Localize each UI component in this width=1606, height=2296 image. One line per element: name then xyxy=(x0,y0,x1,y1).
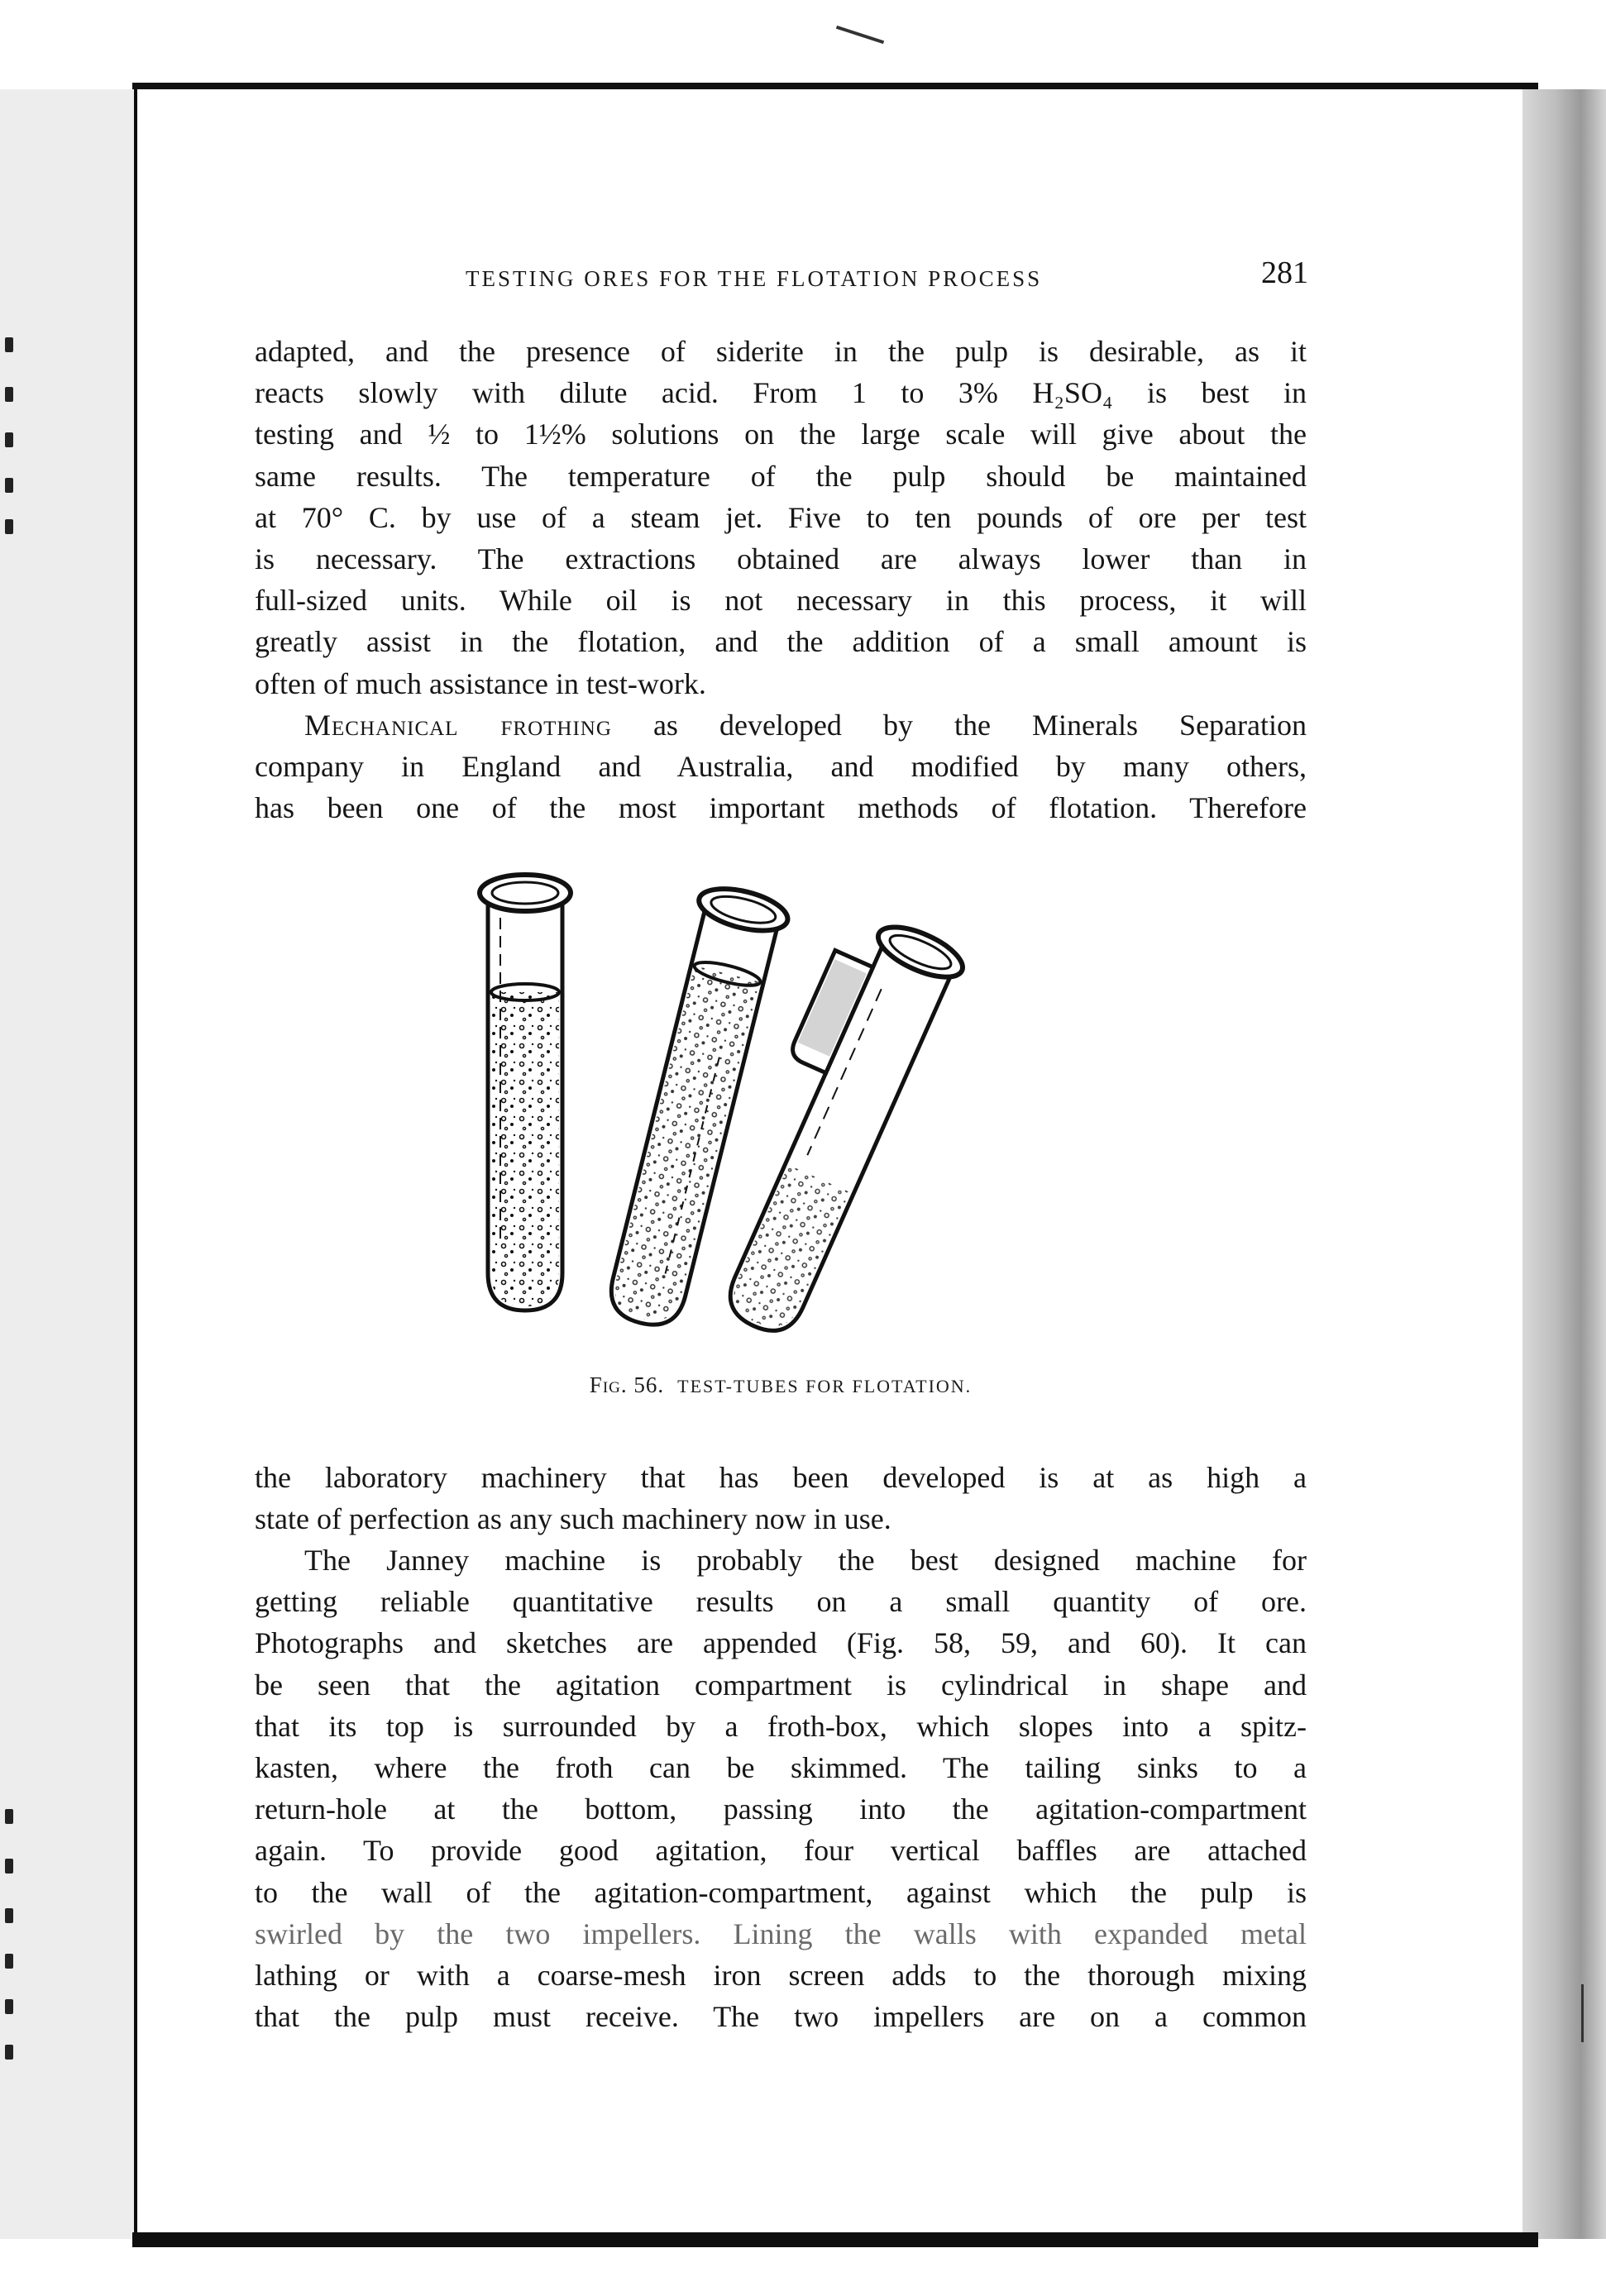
text-line: adapted, and the presence of siderite in the pulp is desirable, as it xyxy=(255,335,1307,368)
paragraph-janney xyxy=(255,1539,1307,2037)
text-line: getting reliable quantitative results on a small quantity of ore. xyxy=(255,1585,1307,1619)
text-line: often of much assistance in test-work. xyxy=(255,666,706,700)
figure-title: TEST-TUBES FOR FLOTATION. xyxy=(677,1376,973,1396)
page-number: 281 xyxy=(1261,255,1308,290)
edge-mark xyxy=(5,432,13,447)
running-head xyxy=(466,258,1305,299)
text-line: is necessary. The extractions obtained are always lower than in xyxy=(255,542,1307,575)
text-line: kasten, where the froth can be skimmed. The tailing sinks to a xyxy=(255,1750,1307,1784)
edge-mark xyxy=(5,478,13,493)
edge-mark xyxy=(5,519,13,534)
paragraph-laboratory xyxy=(255,1457,1307,1539)
text-line: state of perfection as any such machinery now in use. xyxy=(255,1502,891,1536)
edge-mark xyxy=(5,1954,13,1969)
paragraph-top xyxy=(255,331,1307,828)
text-line: at 70° C. by use of a steam jet. Five to ten pounds of ore per test xyxy=(255,500,1307,534)
edge-mark xyxy=(5,387,13,402)
figure-label: Fig. 56. xyxy=(589,1372,665,1397)
text-line: Photographs and sketches are appended (Fig. 58, 59, and 60). It can xyxy=(255,1626,1307,1660)
text-line: company in England and Australia, and modified by many others, xyxy=(255,749,1307,783)
text-line: testing and ½ to 1½% solutions on the large scale will give about the xyxy=(255,418,1307,451)
edge-mark xyxy=(5,2045,13,2060)
text-line: reacts slowly with dilute acid. From 1 to 3% H₂SO₄ is best in xyxy=(255,376,1307,410)
text-line: return-hole at the bottom, passing into the agitation-compartment xyxy=(255,1792,1307,1826)
edge-mark xyxy=(5,1908,13,1923)
edge-mark xyxy=(5,1859,13,1874)
text-line: full-sized units. While oil is not necessary in this process, it will xyxy=(255,584,1307,618)
text-line: the laboratory machinery that has been developed is at as high a xyxy=(255,1461,1307,1494)
text-line: that the pulp must receive. The two impellers are on a common xyxy=(255,2000,1307,2034)
test-tube-upright xyxy=(480,875,571,1310)
mechanical-line1-rest: as developed by the Minerals Separation xyxy=(611,708,1307,742)
text-line-faded: swirled by the two impellers. Lining the walls with expanded metal xyxy=(255,1917,1307,1950)
text-line: that its top is surrounded by a froth-box, which slopes into a spitz- xyxy=(255,1709,1307,1743)
mechanical-frothing-lead: Mechanical frothing xyxy=(304,708,612,742)
figure-caption xyxy=(255,1372,1307,1398)
edge-mark xyxy=(5,337,13,352)
mechanical-frothing-line xyxy=(255,704,1307,746)
text-line: greatly assist in the flotation, and the addition of a small amount is xyxy=(255,625,1307,659)
text-line: again. To provide good agitation, four vertical baffles are attached xyxy=(255,1834,1307,1868)
page-bottom-edge xyxy=(132,2232,1538,2247)
text-line: be seen that the agitation compartment is cylindrical in shape and xyxy=(255,1668,1307,1702)
scan-debris xyxy=(1581,1984,1584,2042)
text-line: to the wall of the agitation-compartment, against which the pulp is xyxy=(255,1875,1307,1909)
left-page-edge-marks xyxy=(0,89,25,2239)
text-line: The Janney machine is probably the best designed machine for xyxy=(304,1544,1307,1577)
test-tubes-illustration xyxy=(463,860,1108,1356)
text-line: lathing or with a coarse-mesh iron screen adds to the thorough mixing xyxy=(255,1958,1307,1992)
page-right-edge xyxy=(1522,89,1606,2239)
edge-mark xyxy=(5,1999,13,2014)
left-page-margin xyxy=(0,89,139,2239)
running-head-title: TESTING ORES FOR THE FLOTATION PROCESS xyxy=(466,265,1043,291)
text-line: same results. The temperature of the pulp should be maintained xyxy=(255,459,1307,493)
figure-test-tubes xyxy=(463,860,1108,1356)
edge-mark xyxy=(5,1809,13,1824)
text-line: has been one of the most important methods of flotation. Therefore xyxy=(255,791,1307,825)
